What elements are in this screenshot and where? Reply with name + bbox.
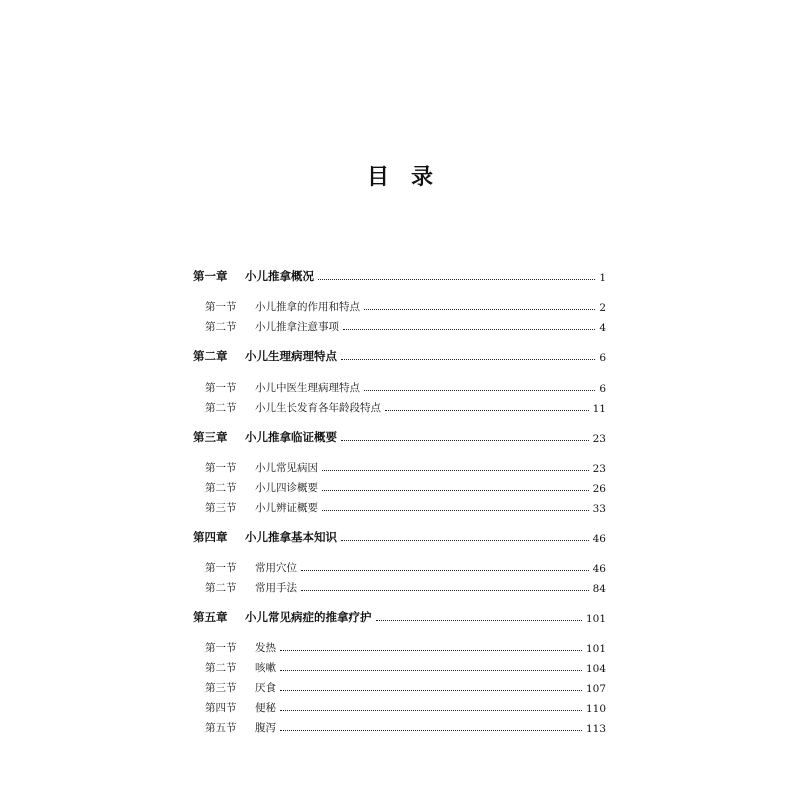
dot-leader xyxy=(280,670,582,671)
page-number: 33 xyxy=(592,503,606,515)
dot-leader xyxy=(364,390,595,391)
toc-section-row[interactable] xyxy=(205,717,606,735)
section-title: 厌食 xyxy=(255,682,276,694)
section-number: 第三节 xyxy=(205,682,237,694)
page-number: 104 xyxy=(585,663,606,675)
dot-leader xyxy=(385,410,589,411)
section-title: 便秘 xyxy=(255,702,276,714)
page-number: 101 xyxy=(585,613,606,625)
dot-leader xyxy=(343,329,595,330)
section-number: 第三节 xyxy=(205,502,237,514)
toc-section-row[interactable] xyxy=(205,697,606,715)
page-number: 101 xyxy=(585,643,606,655)
dot-leader xyxy=(280,650,582,651)
section-number: 第四节 xyxy=(205,702,237,714)
page-number: 6 xyxy=(599,383,606,395)
chapter-title: 小儿常见病症的推拿疗护 xyxy=(245,610,372,624)
dot-leader xyxy=(280,690,582,691)
chapter-title: 小儿推拿基本知识 xyxy=(245,530,337,544)
toc-section-row[interactable] xyxy=(205,477,606,495)
toc-chapter-row[interactable] xyxy=(193,266,606,284)
section-title: 常用手法 xyxy=(255,582,297,594)
section-title: 小儿推拿的作用和特点 xyxy=(255,301,360,313)
section-number: 第二节 xyxy=(205,582,237,594)
dot-leader xyxy=(318,279,595,280)
toc-chapter-row[interactable] xyxy=(193,527,606,545)
dot-leader xyxy=(280,730,582,731)
toc-section-row[interactable] xyxy=(205,657,606,675)
page-number: 110 xyxy=(585,703,606,715)
chapter-title: 小儿推拿概况 xyxy=(245,269,314,283)
section-number: 第二节 xyxy=(205,402,237,414)
dot-leader xyxy=(322,510,589,511)
chapter-title: 小儿生理病理特点 xyxy=(245,349,337,363)
toc-section-row[interactable] xyxy=(205,296,606,314)
dot-leader xyxy=(376,620,582,621)
section-title: 小儿四诊概要 xyxy=(255,482,318,494)
page-number: 1 xyxy=(599,272,606,284)
dot-leader xyxy=(280,710,582,711)
dot-leader xyxy=(364,309,595,310)
page-number: 6 xyxy=(599,352,606,364)
page-number: 26 xyxy=(592,483,606,495)
section-number: 第一节 xyxy=(205,462,237,474)
dot-leader xyxy=(301,590,589,591)
section-title: 小儿辨证概要 xyxy=(255,502,318,514)
chapter-number: 第三章 xyxy=(193,430,228,444)
toc-chapter-row[interactable] xyxy=(193,607,606,625)
dot-leader xyxy=(341,359,595,360)
toc-section-row[interactable] xyxy=(205,497,606,515)
section-title: 小儿常见病因 xyxy=(255,462,318,474)
dot-leader xyxy=(322,470,589,471)
section-title: 小儿中医生理病理特点 xyxy=(255,382,360,394)
page-number: 23 xyxy=(592,433,606,445)
section-title: 发热 xyxy=(255,642,276,654)
dot-leader xyxy=(301,570,589,571)
chapter-number: 第五章 xyxy=(193,610,228,624)
section-number: 第二节 xyxy=(205,662,237,674)
page-number: 107 xyxy=(585,683,606,695)
section-title: 小儿推拿注意事项 xyxy=(255,321,339,333)
page-number: 113 xyxy=(585,723,606,735)
toc-section-row[interactable] xyxy=(205,637,606,655)
section-title: 小儿生长发育各年龄段特点 xyxy=(255,402,381,414)
chapter-title: 小儿推拿临证概要 xyxy=(245,430,337,444)
section-title: 咳嗽 xyxy=(255,662,276,674)
toc-section-row[interactable] xyxy=(205,457,606,475)
toc-section-row[interactable] xyxy=(205,377,606,395)
title-char-1: 目 xyxy=(366,164,389,190)
toc-section-row[interactable] xyxy=(205,677,606,695)
toc-chapter-row[interactable] xyxy=(193,427,606,445)
page-number: 2 xyxy=(599,302,606,314)
chapter-number: 第四章 xyxy=(193,530,228,544)
section-title: 常用穴位 xyxy=(255,562,297,574)
section-number: 第五节 xyxy=(205,722,237,734)
toc-section-row[interactable] xyxy=(205,557,606,575)
toc-chapter-row[interactable] xyxy=(193,346,606,364)
toc-section-row[interactable] xyxy=(205,397,606,415)
page-number: 46 xyxy=(592,533,606,545)
dot-leader xyxy=(341,440,589,441)
section-number: 第一节 xyxy=(205,642,237,654)
section-number: 第二节 xyxy=(205,321,237,333)
section-number: 第二节 xyxy=(205,482,237,494)
section-title: 腹泻 xyxy=(255,722,276,734)
section-number: 第一节 xyxy=(205,562,237,574)
toc-section-row[interactable] xyxy=(205,577,606,595)
page-number: 46 xyxy=(592,563,606,575)
title-char-2: 录 xyxy=(411,164,434,190)
page-title xyxy=(0,160,800,191)
chapter-number: 第一章 xyxy=(193,269,228,283)
dot-leader xyxy=(322,490,589,491)
section-number: 第一节 xyxy=(205,382,237,394)
dot-leader xyxy=(341,540,589,541)
page-number: 23 xyxy=(592,463,606,475)
page-number: 11 xyxy=(592,403,606,415)
toc-section-row[interactable] xyxy=(205,316,606,334)
page-number: 4 xyxy=(599,322,606,334)
page-number: 84 xyxy=(592,583,606,595)
section-number: 第一节 xyxy=(205,301,237,313)
chapter-number: 第二章 xyxy=(193,349,228,363)
